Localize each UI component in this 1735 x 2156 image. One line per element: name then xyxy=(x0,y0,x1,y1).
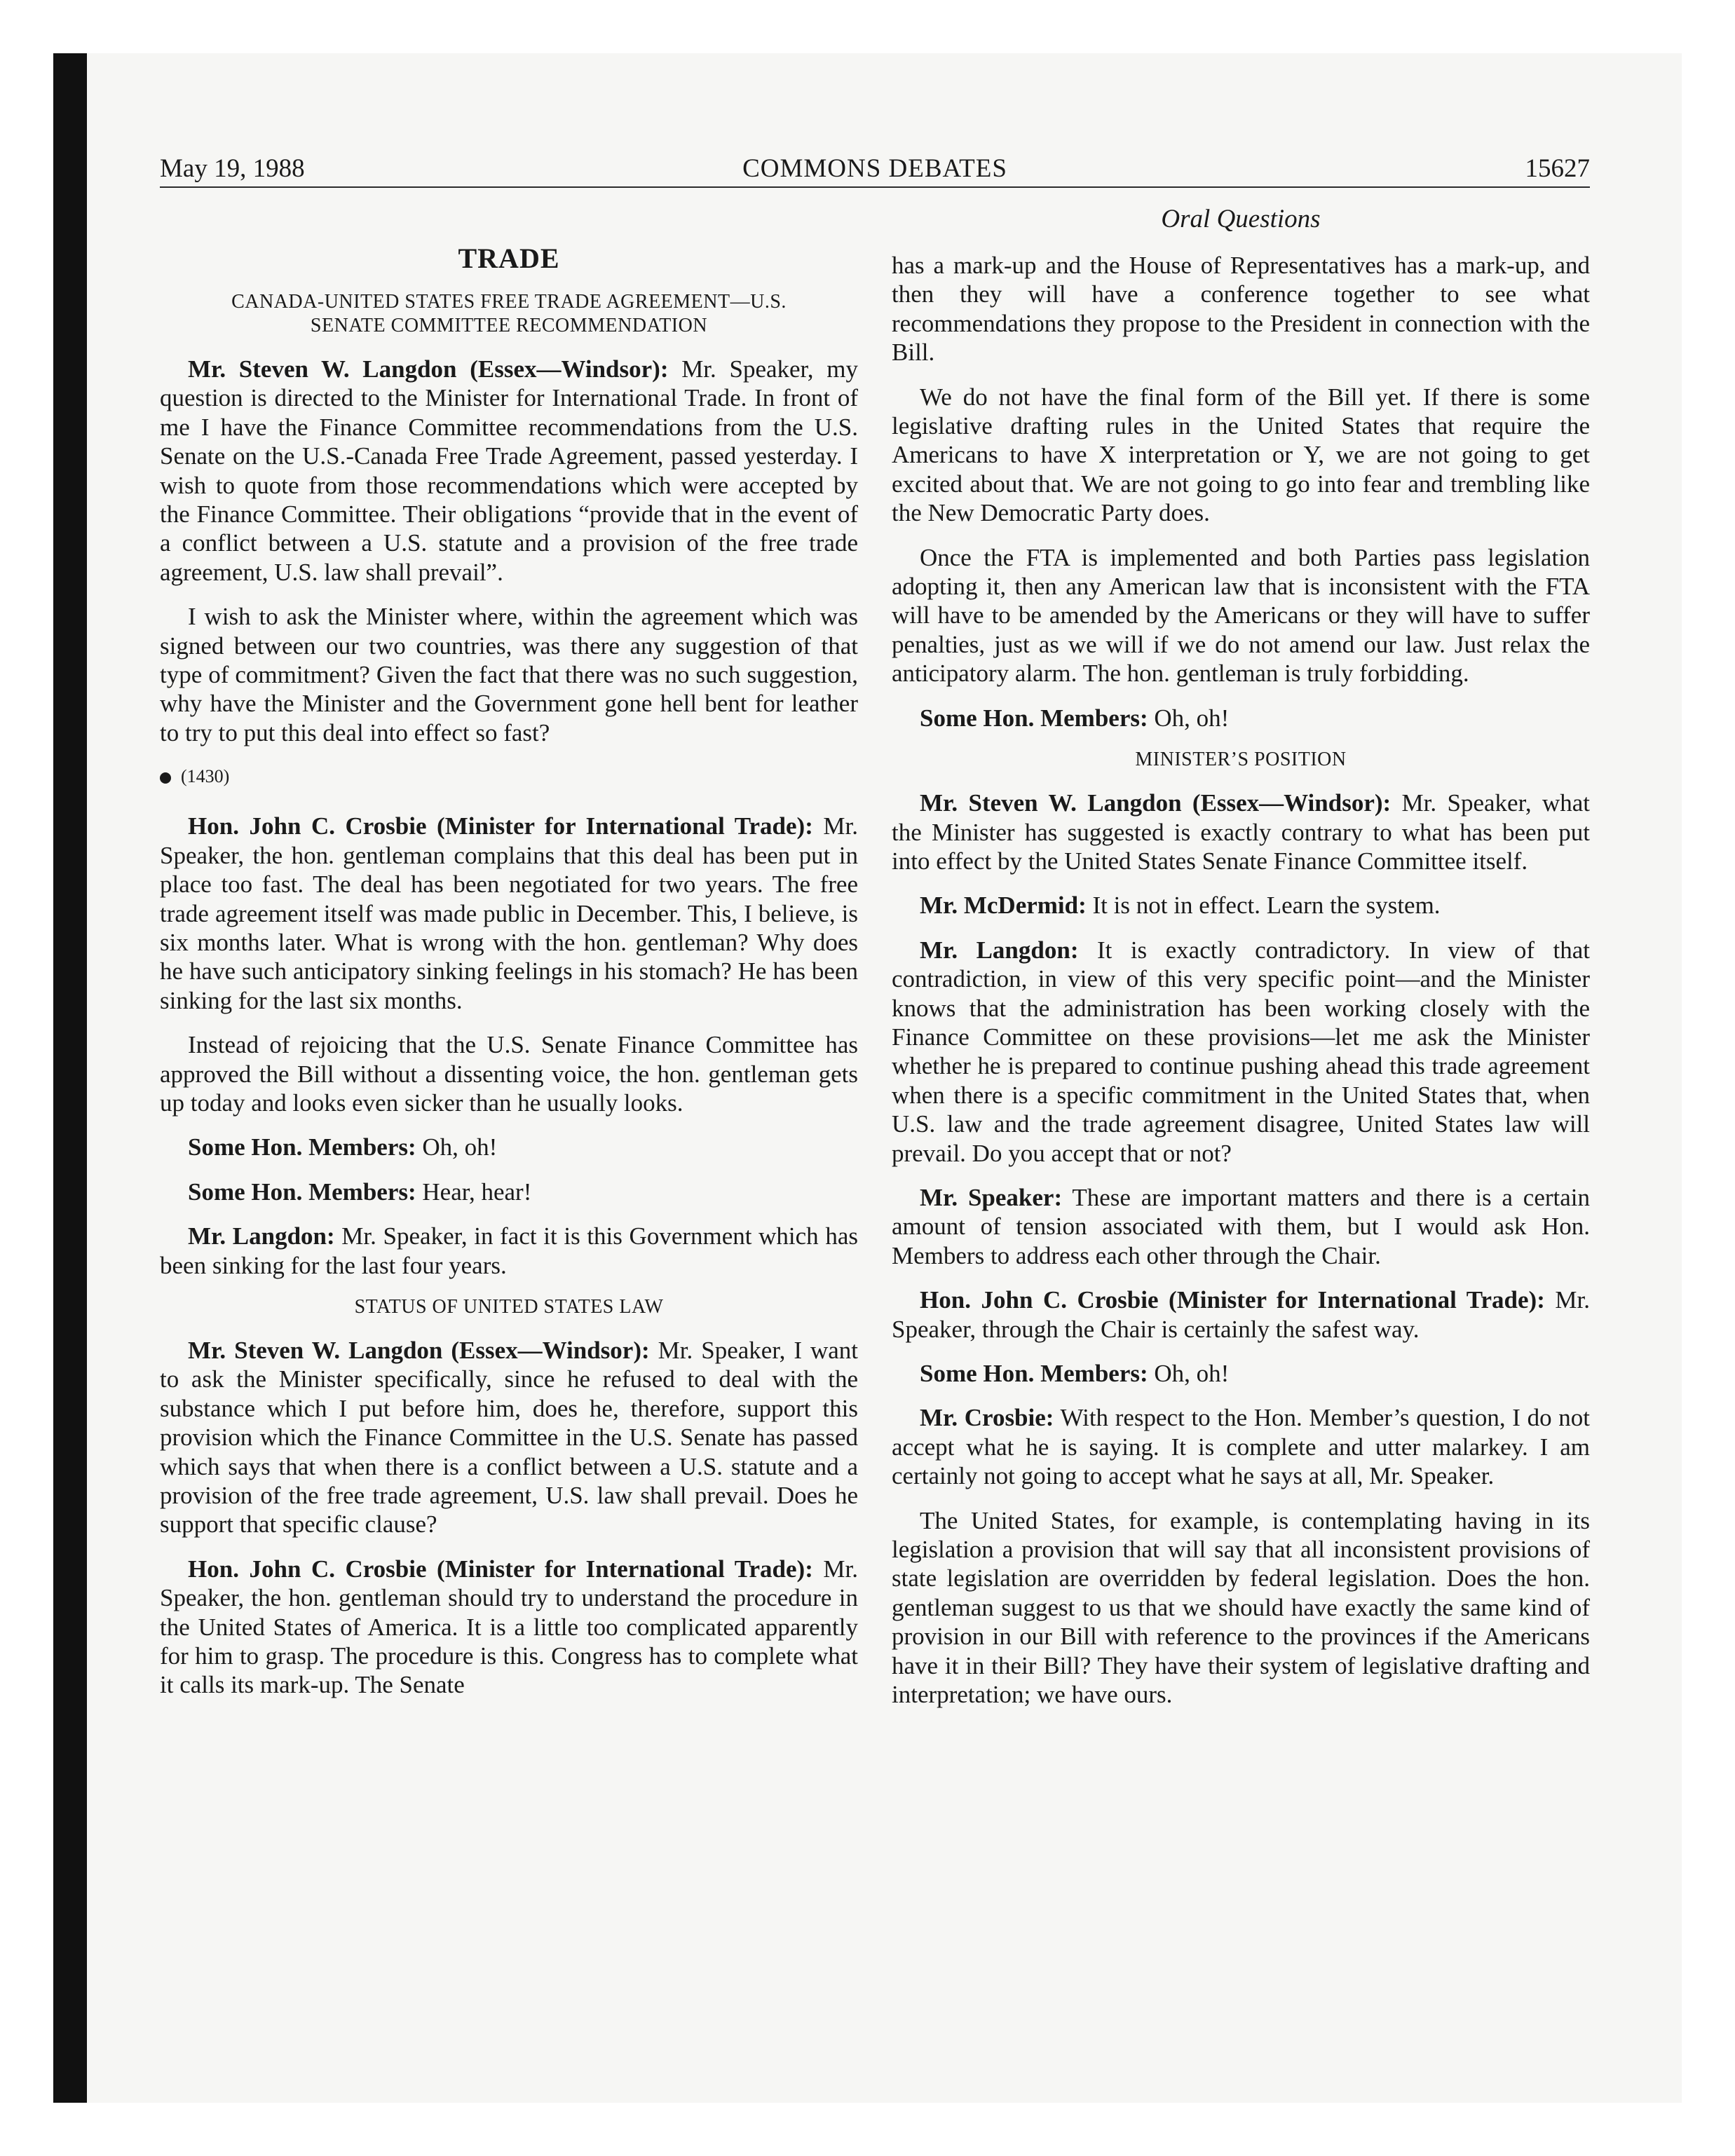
speech-text: Oh, oh! xyxy=(1148,1360,1230,1387)
speech-paragraph xyxy=(892,789,1590,875)
running-section-title: Oral Questions xyxy=(1161,205,1321,233)
speaker-name: Mr. McDermid: xyxy=(920,892,1087,920)
speech-paragraph xyxy=(160,1178,858,1206)
speaker-name: Some Hon. Members: xyxy=(188,1178,416,1206)
header-page-number: 15627 xyxy=(1525,154,1590,183)
speech-text: Mr. Speaker, I want to ask the Minister specifically, since he refused to deal with the substance which I put before him, does he, therefore, support this provision which the Finance Committee in the U.S. Senate has passed which says that when there is a conflict between a U.S. statute and a provision of the free trade agreement, U.S. law shall prevail. Does he support that specific clause? xyxy=(160,1336,858,1538)
header-publication: COMMONS DEBATES xyxy=(742,154,1007,183)
header-date: May 19, 1988 xyxy=(160,154,305,183)
speaker-name: Mr. Speaker: xyxy=(920,1183,1063,1211)
speaker-name: Mr. Crosbie: xyxy=(920,1404,1054,1432)
speech-paragraph xyxy=(160,355,858,587)
subheading-status-of-law: STATUS OF UNITED STATES LAW xyxy=(354,1295,664,1318)
speech-paragraph xyxy=(160,1222,858,1280)
bullet-icon xyxy=(160,772,171,784)
speech-paragraph: We do not have the final form of the Bill yet. If there is some legislative drafting rules in the United States that require the Americans to have X interpretation or Y, we are not going to get excited about that. We are not going to go into fear and trembling like the New Democratic Party does. xyxy=(892,383,1590,527)
speech-paragraph xyxy=(160,1336,858,1539)
subheading-line: CANADA-UNITED STATES FREE TRADE AGREEMENT—U.S. xyxy=(231,291,787,313)
right-column xyxy=(892,251,1590,1724)
scan-edge-bar xyxy=(53,53,87,2103)
speaker-name: Some Hon. Members: xyxy=(920,704,1148,732)
speech-paragraph xyxy=(160,1555,858,1700)
speaker-name: Mr. Steven W. Langdon (Essex—Windsor): xyxy=(188,1336,650,1364)
speech-paragraph: Instead of rejoicing that the U.S. Senate Finance Committee has approved the Bill without a dissenting voice, the hon. gentleman gets up today and looks even sicker than he usually looks. xyxy=(160,1031,858,1117)
speech-text: It is not in effect. Learn the system. xyxy=(1086,892,1441,920)
speaker-name: Hon. John C. Crosbie (Minister for International Trade): xyxy=(188,812,813,840)
subheading-ministers-position: MINISTER’S POSITION xyxy=(1135,749,1347,771)
speaker-name: Mr. Steven W. Langdon (Essex—Windsor): xyxy=(188,355,669,383)
speaker-name: Some Hon. Members: xyxy=(188,1133,416,1161)
speech-paragraph: Once the FTA is implemented and both Parties pass legislation adopting it, then any American law that is inconsistent with the FTA will have to be amended by the Americans or they will have to suffer penalties, just as we will if we do not amend our law. Just relax the anticipatory alarm. The hon. gentleman is truly forbidding. xyxy=(892,543,1590,688)
time-marker xyxy=(160,763,858,791)
speech-text: Mr. Speaker, what the Minister has suggested is exactly contrary to what has been put into effect by the United States Senate Finance Committee itself. xyxy=(892,789,1590,875)
speaker-name: Hon. John C. Crosbie (Minister for International Trade): xyxy=(920,1286,1545,1314)
speaker-name: Some Hon. Members: xyxy=(920,1360,1148,1387)
left-column xyxy=(160,241,858,1715)
speech-text: It is exactly contradictory. In view of that contradiction, in view of this very specific point—and the Minister knows that the administration has been working closely with the Finance Committee on these provisions—let me ask the Minister whether he is prepared to continue pushing ahead this trade agreement when there is a specific commitment in the United States that, when U.S. law and the trade agreement disagree, United States law will prevail. Do you accept that or not? xyxy=(892,936,1590,1167)
speech-paragraph xyxy=(892,704,1590,732)
speech-paragraph xyxy=(892,1183,1590,1270)
speech-text: Oh, oh! xyxy=(416,1133,498,1161)
header-rule xyxy=(160,186,1590,188)
speech-paragraph xyxy=(892,1403,1590,1490)
speech-text: Mr. Speaker, the hon. gentleman should try to understand the procedure in the United States of America. It is a little too complicated apparently for him to grasp. The procedure is this. Congress has to complete what it calls its mark-up. The Senate xyxy=(160,1555,858,1699)
section-title: TRADE xyxy=(458,243,560,274)
speaker-name: Mr. Langdon: xyxy=(188,1222,335,1250)
speech-text: With respect to the Hon. Member’s question, I do not accept what he is saying. It is complete and utter malarkey. I am certainly not going to accept what he says at all, Mr. Speaker. xyxy=(892,1404,1590,1490)
speech-paragraph: I wish to ask the Minister where, within the agreement which was signed between our two countries, was there any suggestion of that type of commitment? Given the fact that there was no such suggestion, why have the Minister and the Government gone hell bent for leather to try to put this deal into effect so fast? xyxy=(160,603,858,746)
speaker-name: Mr. Steven W. Langdon (Essex—Windsor): xyxy=(920,789,1392,817)
speech-paragraph: The United States, for example, is contemplating having in its legislation a provision that will say that all inconsistent provisions of state legislation are overridden by federal legislation. Does the hon. gentleman suggest to us that we should have exactly the same kind of provision in our Bill with reference to the provinces if the Americans have it in their Bill? They have their system of legislative drafting and interpretation; we have ours. xyxy=(892,1506,1590,1709)
speech-text: Oh, oh! xyxy=(1148,704,1230,732)
page-header xyxy=(160,153,1590,188)
speech-paragraph xyxy=(892,936,1590,1168)
speech-paragraph xyxy=(892,1285,1590,1344)
speech-paragraph xyxy=(160,1133,858,1161)
speech-paragraph xyxy=(160,812,858,1015)
speech-text: Mr. Speaker, the hon. gentleman complains that this deal has been put in place too fast. The deal has been negotiated for two years. The free trade agreement itself was made public in December. This, I believe, is six months later. What is wrong with the hon. gentleman? Why does he have such anticipatory sinking feelings in his stomach? He has been sinking for the last six months. xyxy=(160,812,858,1014)
speech-paragraph: has a mark-up and the House of Representatives has a mark-up, and then they will have a conference together to see what recommendations they propose to the President in connection with the Bill. xyxy=(892,252,1590,367)
speaker-name: Mr. Langdon: xyxy=(920,936,1079,964)
speaker-name: Hon. John C. Crosbie (Minister for International Trade): xyxy=(188,1555,813,1583)
subheading-line: SENATE COMMITTEE RECOMMENDATION xyxy=(310,315,708,336)
speech-text: Mr. Speaker, through the Chair is certainly the safest way. xyxy=(892,1286,1590,1343)
subheading-free-trade xyxy=(160,290,858,338)
speech-text: Mr. Speaker, my question is directed to the Minister for International Trade. In front of me I have the Finance Committee recommendations from the U.S. Senate on the U.S.-Canada Free Trade Agreement, passed yesterday. I wish to quote from those recommendations which were accepted by the Finance Committee. Their obligations “provide that in the event of a conflict between a U.S. statute and a provision of the free trade agreement, U.S. law shall prevail”. xyxy=(160,355,858,586)
speech-paragraph xyxy=(892,1359,1590,1388)
speech-text: Mr. Speaker, in fact it is this Government which has been sinking for the last four years. xyxy=(160,1222,858,1279)
speech-text: Hear, hear! xyxy=(416,1178,532,1206)
time-marker-text: (1430) xyxy=(181,766,230,787)
speech-text: These are important matters and there is a certain amount of tension associated with them, but I would ask Hon. Members to address each other through the Chair. xyxy=(892,1183,1590,1269)
speech-paragraph xyxy=(892,891,1590,920)
